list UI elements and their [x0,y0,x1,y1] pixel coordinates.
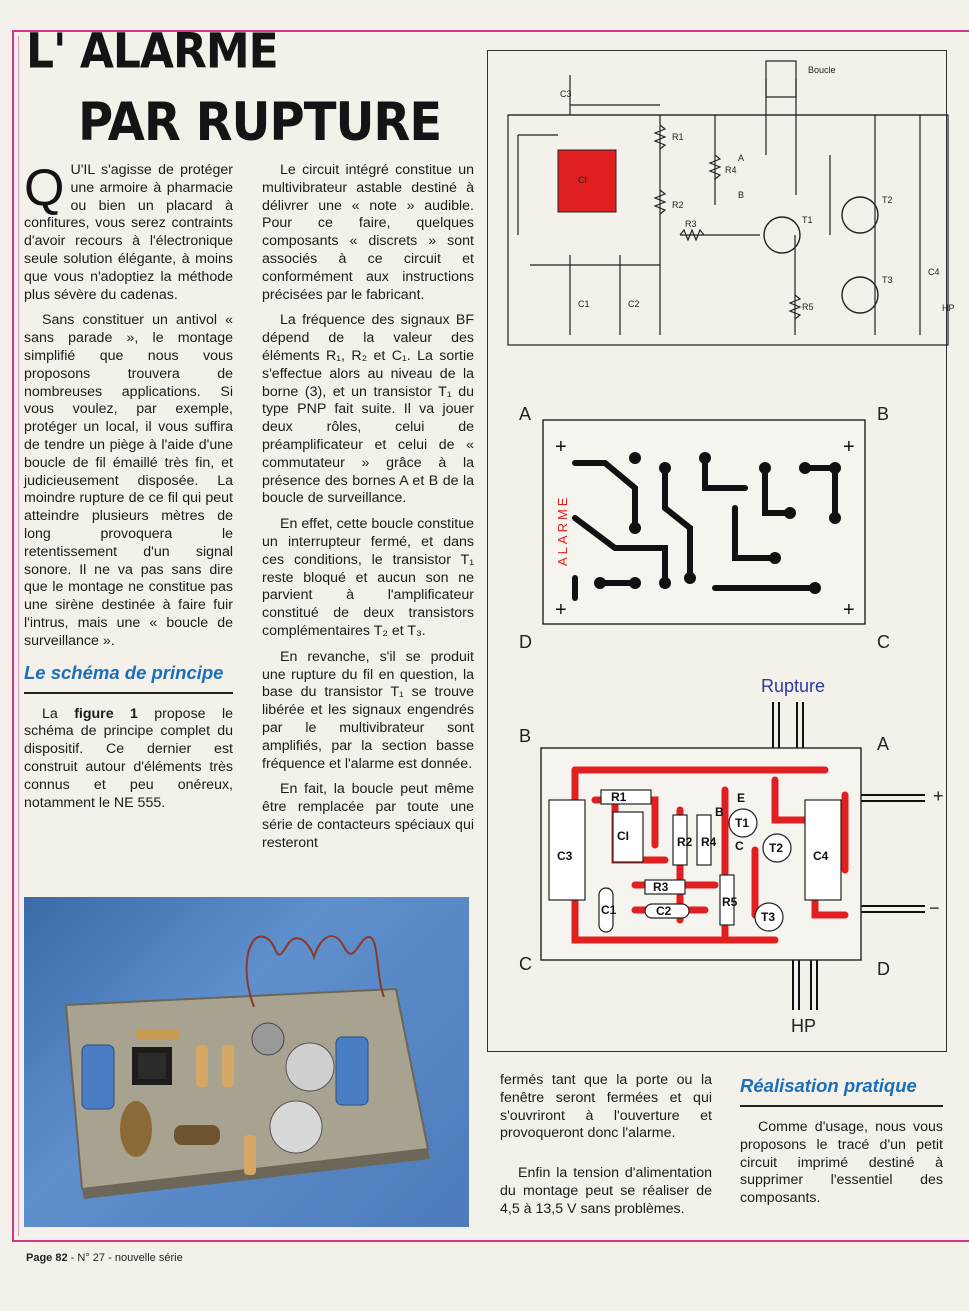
layout-hp-label: HP [791,1016,817,1036]
board-photo-drawing [24,897,469,1227]
subhead-rule [740,1105,943,1107]
layout-part-label: C4 [813,849,829,863]
layout-part-label: R1 [611,790,627,804]
schematic-label: A [738,153,745,163]
schematic-label: C4 [928,267,940,277]
layout-part-label: C2 [656,904,672,918]
pcb-corner-label: B [877,404,890,424]
article-paragraph: fermés tant que la porte ou la fenêtre seront fermées et qui s'ouvriront à l'ouverture et provoqueront donc l'alarme. [500,1072,712,1142]
pcb-corner-label: D [519,632,532,652]
pcb-alarme-text: ALARME [555,494,570,566]
pcb-plus-sign: + [843,436,855,458]
board-photo [24,897,469,1227]
layout-minus-sign: − [929,898,940,918]
schematic-label: R1 [672,132,684,142]
schematic-diagram [500,55,960,355]
schematic-label: T2 [882,195,893,205]
layout-part-label: CI [617,829,629,843]
layout-plus-sign: + [933,786,944,806]
layout-part-label: E [737,791,746,805]
component-layout-diagram [515,670,955,1040]
title-line-2: PAR RUPTURE [78,91,442,154]
schematic-label: R2 [672,200,684,210]
dropcap: Q [24,159,65,217]
layout-part-label: R2 [677,835,693,849]
schematic-label: C1 [578,299,590,309]
layout-part-label: T3 [761,910,776,924]
layout-part-label: T2 [769,841,784,855]
resistor-zigzags [655,125,800,319]
layout-part-label: C3 [557,849,573,863]
layout-part-label: R3 [653,880,669,894]
schematic-label: R5 [802,302,814,312]
layout-part-label: R5 [722,895,738,909]
footer-issue: N° 27 [77,1252,106,1264]
pcb-corner-label: A [519,404,532,424]
layout-part-label: B [715,805,724,819]
pcb-trace-diagram [515,398,895,658]
layout-part-label: R4 [701,835,717,849]
article-paragraph: Comme d'usage, nous vous proposons le tracé d'un petit circuit imprimé destiné à supprimer l'essentiel des composants. [740,1119,943,1207]
schematic-label: R3 [685,219,697,229]
schematic-label: C2 [628,299,640,309]
layout-corner-label: D [877,959,890,979]
article-column-4 [740,1074,943,1216]
pcb-plus-sign: + [555,599,567,621]
page-footer: Page 82 - N° 27 - nouvelle série [26,1252,183,1264]
article-paragraph: Sans constituer un antivol « sans parade », le montage simplifié que nous vous proposons trouvera de nombreuses applications. Si vous voulez, par exemple, protéger un local, il vous suffira de tendre un piège à l'aide d'une boucle de fil émaillé très fin, et judicieusement disposée. La moindre rupture de ce fil qui peut atteindre plusieurs mètres de long provoquera le retentissement d'un signal sonore. Il ne va pas sans dire que le montage ne constitue pas une sirène destinée à faire fuir l'intrus, mais une « boucle de surveillance ». [24,312,233,649]
article-paragraph: En effet, cette boucle constitue un interrupteur fermé, et dans ces conditions, le transistor T₁ reste bloqué et aucun son ne parvient à l'amplificateur constitué de deux transistors complémentaires T₂ et T₃. [262,516,474,639]
schematic-boucle-label: Boucle [808,65,836,75]
article-paragraph: En fait, la boucle peut même être remplacée par toute une série de contacteurs spéciaux qui resteront [262,781,474,851]
schematic-label: T1 [802,215,813,225]
pcb-plus-sign: + [555,436,567,458]
schematic-ic-label: CI [578,175,587,185]
article-paragraph: Q U'IL s'agisse de protéger une armoire à pharmacie ou bien un placard à confitures, vous serez contraints d'avoir recours à l'électronique seule solution élégante, à moins que vous n'adoptiez la méthode plus sévère du cadenas. [24,159,233,303]
article-paragraph: La fréquence des signaux BF dépend de la valeur des éléments R₁, R₂ et C₁. La sortie s'effectue alors au niveau de la borne (3), et un transistor T₁ du type PNP fait suite. Il va jouer deux rôles, celui de préamplificateur et celui de « commutateur » grâce à la présence des bornes A et B de la boucle de surveillance. [262,312,474,507]
article-paragraph: En revanche, s'il se produit une rupture du fil en question, la base du transistor T₁ se trouve libérée et les signaux engendrés par le multivibrateur sont amplifiés, par la section basse fréquence et l'alarme est donnée. [262,648,474,772]
article-column-1 [24,159,233,820]
schematic-label: B [738,190,745,200]
layout-corner-label: A [877,734,890,754]
layout-corner-label: B [519,726,532,746]
title-line-1: L' ALARME [26,23,278,80]
layout-corner-label: C [519,954,532,974]
layout-part-label: C [735,839,744,853]
article-paragraph: Enfin la tension d'alimentation du montage peut se réaliser de 4,5 à 13,5 V sans problèmes. [500,1165,712,1217]
rupture-label: Rupture [761,676,826,696]
schematic-label: R4 [725,165,737,175]
ic-ne555 [558,150,616,212]
pcb-corner-label: C [877,632,890,652]
schematic-label: HP [942,303,955,313]
pcb-plus-sign: + [843,599,855,621]
frame-bottom-line [12,1240,969,1242]
frame-inner-left-line [18,36,19,1236]
schematic-label: C3 [560,89,572,99]
layout-part-label: C1 [601,903,617,917]
subhead-schema: Le schéma de principe [24,661,224,683]
article-column-3 [500,1072,712,1227]
footer-page-number: Page 82 [26,1252,68,1264]
schematic-label: T3 [882,275,893,285]
frame-left-line [12,30,14,1240]
transistor-t2 [842,197,878,233]
article-column-2 [262,162,474,860]
layout-part-label: T1 [735,816,750,830]
transistor-t3 [842,277,878,313]
footer-series: nouvelle série [114,1252,183,1264]
subhead-realisation: Réalisation pratique [740,1075,917,1096]
article-paragraph: Le circuit intégré constitue un multivibrateur astable destiné à délivrer une « note » audible. Pour ce faire, quelques composants « discrets » sont associés à ce circuit et conformément aux instructions précisées par le fabricant. [262,162,474,303]
subhead-rule [24,692,233,694]
article-paragraph: La figure 1 propose le schéma de principe complet du dispositif. Ce dernier est construit autour d'éléments très connus et peu onéreux, notamment le NE 555. [24,705,233,811]
